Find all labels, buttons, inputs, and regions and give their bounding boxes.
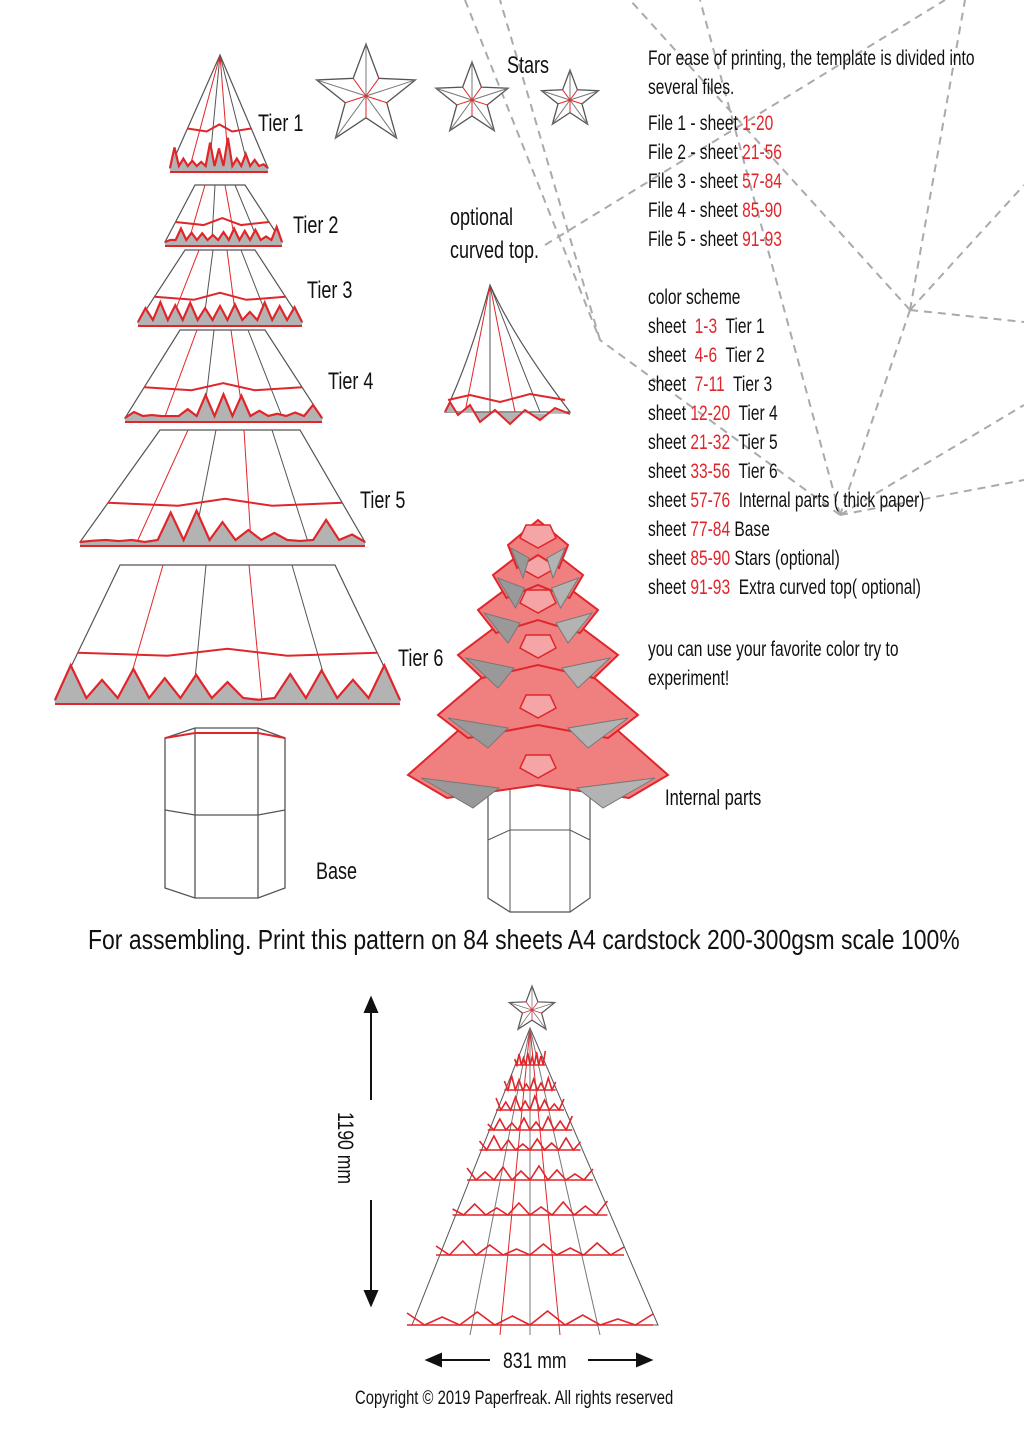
sheet-range: 7-11 — [694, 373, 725, 396]
file-item — [648, 167, 975, 196]
scheme-item — [648, 544, 975, 573]
file-label: File 2 - sheet — [648, 141, 743, 164]
sheet-range: 1-3 — [694, 315, 718, 338]
file-list — [648, 109, 1024, 254]
scheme-part: Tier 5 — [730, 431, 778, 454]
sheet-range: 4-6 — [694, 344, 718, 367]
width-dimension: 831 mm — [503, 1348, 567, 1373]
sheet-range: 21-56 — [742, 141, 782, 164]
tree-outline — [412, 1028, 658, 1325]
scheme-part: Tier 6 — [730, 460, 778, 483]
scheme-item — [648, 428, 975, 457]
scheme-prefix: sheet — [648, 344, 695, 367]
sheet-range: 1-20 — [742, 112, 774, 135]
scheme-item — [648, 573, 975, 602]
scheme-item — [648, 515, 975, 544]
scheme-part: Tier 2 — [717, 344, 765, 367]
tier-shape — [138, 250, 302, 326]
note-line1: you can use your favorite color try to — [648, 638, 899, 661]
intro-line1: For ease of printing, the template is divided into — [648, 47, 975, 70]
sheet-range: 85-90 — [742, 199, 782, 222]
dashed-line — [500, 0, 600, 340]
scheme-prefix: sheet — [648, 489, 691, 512]
scheme-item — [648, 486, 975, 515]
sheet-range: 85-90 — [690, 547, 731, 570]
scheme-prefix: sheet — [648, 431, 691, 454]
scheme-part: Tier 1 — [717, 315, 765, 338]
file-item — [648, 225, 975, 254]
sheet-range: 33-56 — [690, 460, 731, 483]
color-scheme-list — [648, 312, 1024, 602]
scheme-item — [648, 341, 975, 370]
label-tier3: Tier 3 — [307, 277, 353, 304]
scheme-item — [648, 312, 975, 341]
assembled-tree — [407, 986, 658, 1335]
label-optional: optional — [450, 204, 514, 231]
base-prism — [165, 728, 285, 898]
assembly-heading: For assembling. Print this pattern on 84 sheets A4 cardstock 200-300gsm scale 100% — [88, 924, 960, 955]
info-panel — [648, 44, 1024, 693]
color-scheme-title: color scheme — [648, 286, 741, 309]
note-line2: experiment! — [648, 667, 730, 690]
sheet-range: 57-84 — [742, 170, 782, 193]
label-tier6: Tier 6 — [398, 645, 444, 672]
star-icon — [541, 70, 598, 124]
sheet-range: 91-93 — [690, 576, 731, 599]
file-label: File 3 - sheet — [648, 170, 743, 193]
label-curved-top: curved top. — [450, 237, 540, 264]
scheme-prefix: sheet — [648, 373, 695, 396]
scheme-item — [648, 399, 975, 428]
file-label: File 4 - sheet — [648, 199, 743, 222]
scheme-prefix: sheet — [648, 460, 691, 483]
star-icon — [317, 44, 416, 138]
scheme-prefix: sheet — [648, 547, 691, 570]
scheme-part: Internal parts ( thick paper) — [730, 489, 925, 512]
tier-shape — [125, 330, 322, 422]
scheme-prefix: sheet — [648, 315, 695, 338]
scheme-prefix: sheet — [648, 576, 691, 599]
curved-top-outline — [445, 285, 570, 412]
file-label: File 1 - sheet — [648, 112, 743, 135]
scheme-part: Tier 4 — [730, 402, 778, 425]
label-base: Base — [316, 858, 358, 885]
scheme-prefix: sheet — [648, 518, 691, 541]
file-item — [648, 109, 975, 138]
sheet-range: 91-93 — [742, 228, 782, 251]
file-item — [648, 196, 975, 225]
sheet-range: 57-76 — [690, 489, 731, 512]
curved-top — [445, 285, 570, 424]
label-tier2: Tier 2 — [293, 212, 339, 239]
scheme-prefix: sheet — [648, 402, 691, 425]
copyright: Copyright © 2019 Paperfreak. All rights reserved — [355, 1388, 674, 1409]
tier-shape — [165, 185, 282, 246]
scheme-item — [648, 370, 975, 399]
star-icon — [436, 62, 508, 131]
sheet-range: 77-84 — [690, 518, 731, 541]
label-tier4: Tier 4 — [328, 368, 374, 395]
label-stars: Stars — [507, 52, 550, 79]
stars-group — [317, 44, 599, 138]
sheet-range: 21-32 — [690, 431, 731, 454]
sheet-range: 12-20 — [690, 402, 731, 425]
scheme-part: Tier 3 — [724, 373, 773, 396]
scheme-part: Stars (optional) — [730, 547, 840, 570]
dashed-line — [465, 0, 600, 340]
scheme-part: Base — [730, 518, 770, 541]
file-item — [648, 138, 975, 167]
intro-line2: several files. — [648, 76, 735, 99]
label-tier5: Tier 5 — [360, 487, 406, 514]
label-tier1: Tier 1 — [258, 110, 304, 137]
tier-shape — [80, 430, 365, 546]
height-dimension: 1190 mm — [333, 1112, 358, 1185]
internal-parts-drawing — [408, 520, 668, 912]
tier-outline — [55, 565, 400, 700]
label-internal-parts: Internal parts — [665, 785, 762, 810]
tier-shape — [55, 565, 400, 704]
tier-shape — [170, 55, 268, 172]
scheme-item — [648, 457, 975, 486]
scheme-part: Extra curved top( optional) — [730, 576, 921, 599]
file-label: File 5 - sheet — [648, 228, 743, 251]
